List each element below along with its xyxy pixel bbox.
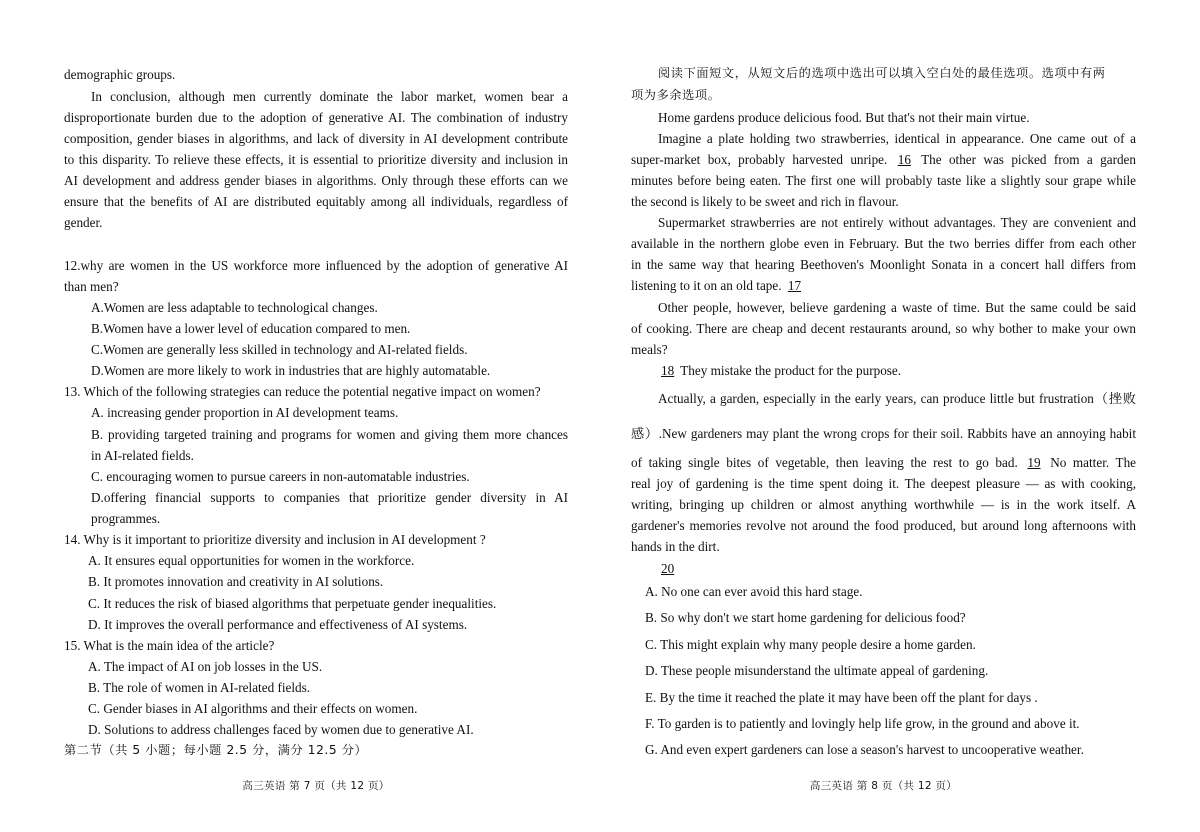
passage-paragraph (658, 558, 1136, 579)
option-c: C. This might explain why many people desire a home garden. (645, 637, 976, 652)
passage-line: in the same way that hearing Beethoven's Moonlight Sonata in a concert hall differs from (631, 257, 1136, 272)
option-a: A. The impact of AI on job losses in the US. (88, 659, 323, 674)
passage-line (631, 149, 1136, 170)
left-page (64, 0, 568, 832)
conclusion-line: to this disparity. To relieve these effects, it is essential to prioritize diversity and inclusion in (64, 152, 568, 167)
option-b-cont: in AI-related fields. (91, 448, 194, 463)
passage-paragraph (658, 360, 1136, 381)
question-stem: 14. Why is it important to prioritize diversity and inclusion in AI development ? (64, 532, 486, 547)
passage-text: listening to it on an old tape. (631, 278, 782, 293)
passage-line: gardener's memories revolve not around the food produced, but around long afternoons with (631, 518, 1136, 533)
blank-number: 20 (661, 561, 675, 576)
option-g: G. And even expert gardeners can lose a season's harvest to uncooperative weather. (645, 742, 1084, 757)
passage-line: minutes before being eaten. The first one will probably taste like a slightly sour grape while (631, 173, 1136, 188)
option-d: D. It improves the overall performance and effectiveness of AI systems. (88, 617, 468, 632)
question-stem: than men? (64, 279, 119, 294)
right-page (631, 0, 1136, 832)
conclusion-line: In conclusion, although men currently dominate the labor market, women bear a (91, 89, 568, 104)
passage-text: of taking single bites of vegetable, then leaving the rest to go bad. (631, 455, 1018, 470)
option-f: F. To garden is to patiently and lovingly help life grow, in the ground and above it. (645, 716, 1080, 731)
passage-paragraph: Home gardens produce delicious food. But that's not their main virtue. (658, 110, 1030, 125)
blank-number: 16 (897, 152, 911, 167)
conclusion-line: disproportionate burden due to the adoption of generative AI. The combination of industry (64, 110, 568, 125)
blank-19[interactable] (1024, 452, 1043, 473)
section-heading: 第二节（共 5 小题；每小题 2.5 分，满分 12.5 分） (64, 743, 368, 757)
passage-line: the second is likely to be sweet and rich in flavour. (631, 194, 899, 209)
blank-16[interactable] (895, 149, 914, 170)
page-footer: 高三英语 第 7 页（共 12 页） (242, 780, 390, 792)
blank-number: 19 (1027, 455, 1041, 470)
blank-18[interactable] (658, 360, 677, 381)
option-b: B.Women have a lower level of education compared to men. (91, 321, 411, 336)
option-a: A. No one can ever avoid this hard stage. (645, 584, 863, 599)
passage-line: Other people, however, believe gardening a waste of time. But the same could be said (658, 300, 1136, 315)
paragraph-ending: demographic groups. (64, 67, 176, 82)
question-stem: 12.why are women in the US workforce more influenced by the adoption of generative AI (64, 258, 568, 273)
blank-number: 17 (787, 278, 802, 293)
passage-text: No matter. The (1050, 455, 1137, 470)
option-b: B. It promotes innovation and creativity in AI solutions. (88, 574, 384, 589)
instructions: 阅读下面短文，从短文后的选项中选出可以填入空白处的最佳选项。选项中有两 (658, 66, 1106, 80)
passage-line: real joy of gardening is the time spent doing it. The deepest pleasure — as with cooking, (631, 476, 1136, 491)
blank-number: 18 (661, 363, 675, 378)
passage-text: super-market box, probably harvested unripe. (631, 152, 888, 167)
conclusion-line: AI development and address gender biases in algorithms. Only through these efforts can we (64, 173, 568, 188)
passage-line: of cooking. There are cheap and decent restaurants around, so why bother to make your own (631, 321, 1136, 336)
option-c: C. It reduces the risk of biased algorithms that perpetuate gender inequalities. (88, 596, 497, 611)
conclusion-line: composition, gender biases in algorithms, and lack of diversity in AI development contribute (64, 131, 568, 146)
option-c: C. Gender biases in AI algorithms and their effects on women. (88, 701, 418, 716)
instructions-cont: 项为多余选项。 (631, 88, 721, 102)
passage-line: writing, bringing up children or almost anything worthwhile — is in the work itself. A (631, 497, 1136, 512)
option-d: D.Women are more likely to work in industries that are highly automatable. (91, 363, 491, 378)
option-c: C. encouraging women to pursue careers in non-automatable industries. (91, 469, 470, 484)
option-b: B. So why don't we start home gardening for delicious food? (645, 610, 966, 625)
passage-line: Actually, a garden, especially in the early years, can produce little but frustration（挫败 (658, 391, 1136, 406)
passage-line: Supermarket strawberries are not entirely without advantages. They are convenient and (658, 215, 1136, 230)
option-a: A. increasing gender proportion in AI development teams. (91, 405, 399, 420)
question-stem: 15. What is the main idea of the article? (64, 638, 275, 653)
passage-line: hands in the dirt. (631, 539, 720, 554)
option-b: B. providing targeted training and programs for women and giving them more chances (91, 427, 568, 442)
option-a: A.Women are less adaptable to technological changes. (91, 300, 378, 315)
conclusion-line: gender. (64, 215, 103, 230)
option-d: D. Solutions to address challenges faced by women due to generative AI. (88, 722, 474, 737)
passage-line: meals? (631, 342, 668, 357)
option-d: D.offering financial supports to companies that prioritize gender diversity in AI (91, 490, 568, 505)
option-e: E. By the time it reached the plate it may have been off the plant for days . (645, 690, 1038, 705)
passage-line: Imagine a plate holding two strawberries, identical in appearance. One came out of a (658, 131, 1136, 146)
passage-text: They mistake the product for the purpose. (680, 363, 902, 378)
page-footer: 高三英语 第 8 页（共 12 页） (809, 780, 958, 792)
option-c: C.Women are generally less skilled in technology and AI-related fields. (91, 342, 468, 357)
option-d: D. These people misunderstand the ultimate appeal of gardening. (645, 663, 989, 678)
passage-line: available in the northern globe even in February. But the two berries differ from each other (631, 236, 1136, 251)
option-b: B. The role of women in AI-related fields. (88, 680, 311, 695)
passage-line (631, 275, 1136, 296)
blank-20[interactable] (658, 558, 677, 579)
option-d-cont: programmes. (91, 511, 161, 526)
conclusion-line: ensure that the benefits of AI are distributed equitably among all individuals, regardless of (64, 194, 568, 209)
blank-17[interactable] (785, 275, 804, 296)
passage-line (631, 452, 1136, 473)
option-a: A. It ensures equal opportunities for women in the workforce. (88, 553, 415, 568)
passage-text: The other was picked from a garden (921, 152, 1137, 167)
passage-line: 感）.New gardeners may plant the wrong crops for their soil. Rabbits have an annoying habit (631, 426, 1136, 441)
question-stem: 13. Which of the following strategies can reduce the potential negative impact on women? (64, 384, 541, 399)
